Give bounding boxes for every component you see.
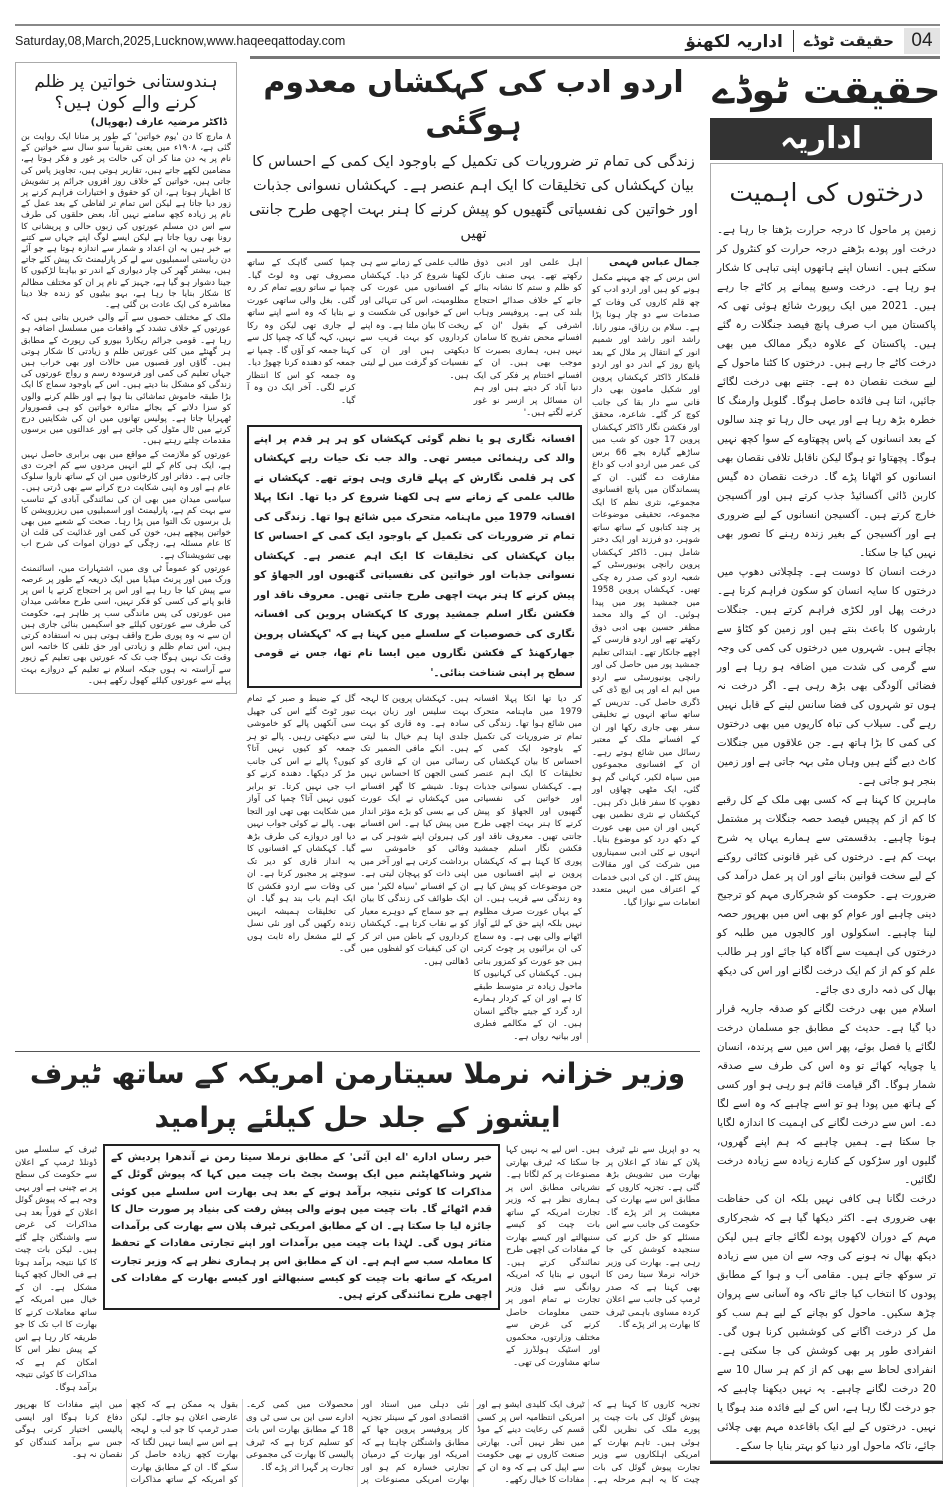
editorial-logo: حقیقت ٹوڈے	[712, 68, 941, 112]
editorial-paragraph: اسلام میں بھی درخت لگانے کو صدقہ جاریہ قرار دیا گیا ہے۔ حدیث کے مطابق جو مسلمان درخت لگائے یا فصل بوئے، پھر اس میں سے پرندہ، انسان یا چوپایہ کھائے تو وہ اس کی طرف سے صدقہ شمار ہوگا۔ اگر قیامت قائم ہو رہی ہو اور کسی کے ہاتھ میں پودا ہو تو اسے چاہیے کہ وہ اسے لگا دے۔ اس سے درخت لگانے کی اہمیت کا اندازہ لگایا جا سکتا ہے۔ ہمیں چاہیے کہ ہم اپنے گھروں، گلیوں اور سڑکوں کے کنارے زیادہ سے زیادہ درخت لگائیں۔	[717, 1003, 936, 1186]
left-article	[15, 62, 237, 694]
main-first-column	[587, 257, 700, 1043]
editorial-paragraph: زمین پر ماحول کا درجہ حرارت بڑھتا جا رہا ہے۔ درخت اور پودے بڑھتے درجہ حرارت کو کنٹرول کر سکتے ہیں۔ انسان اپنے ہاتھوں اپنی تباہی کا شکار ہو رہا ہے۔ درخت وسیع پیمانے پر کاٹے جا رہے ہیں۔ 2021 میں ایک رپورٹ شائع ہوئی تھی کہ پاکستان میں اب صرف پانچ فیصد جنگلات رہ گئے ہیں۔ پاکستان کے علاوہ دیگر ممالک میں بھی درخت کاٹے جا رہے ہیں۔ درختوں کا کٹنا ماحول کے لیے سخت نقصان دہ ہے۔ جتنے بھی درخت لگائے جائیں، اتنا ہی فائدہ حاصل ہوگا۔ گلوبل وارمنگ کا خطرہ بڑھ رہا ہے اور یہی حال رہا تو چند سالوں کے بعد انسانوں کے پاس پچھتاوے کے سوا کچھ نہیں ہوگا۔ پچھتاوا تو ہوگا لیکن ناقابل تلافی نقصان بھی انسانوں کو اٹھانا پڑے گا۔ درخت نقصان دہ گیس کاربن ڈائی آکسائیڈ جذب کرتے ہیں اور آکسیجن خارج کرتے ہیں۔ آکسیجن انسانوں کے لیے ضروری ہے اور آکسیجن کے بغیر زندہ رہنے کا تصور بھی نہیں کیا جا سکتا۔	[717, 224, 936, 559]
left-article-paragraph: ۸ مارچ کا دن 'یوم خواتین' کے طور پر منانا ایک روایت بن گئی ہے، ۱۹۰۸ء میں یعنی تقریباً سو سال سے خواتین کے نام پر یہ دن منا کر ان کی حالت پر غور و فکر ہوتا ہے، مضامین لکھے جاتے ہیں، تقاریر ہوتی ہیں، تجاویز پاس کی جاتی ہیں، خواتین کے خلاف روز افزوں جرائم پر تشویش کا اظہار ہوتا ہے، ان کو حقوق و اختیارات فراہم کرنے پر زور دیا جاتا ہے لیکن اس تمام تر لفاظی کے بعد عمل کے نام پر زیادہ کچھ سامنے نہیں آتا، بعض حلقوں کی طرف سے اس دن مسلم عورتوں کی زبوں حالی و پریشانی کا رونا بھی رویا جاتا ہے لیکن ایسے لوگ اپنے جہاں سے کتنے بے خبر ہیں یہ ان اعداد و شمار سے اندازہ ہوتا ہے جو آئے دن ریاستی اسمبلیوں سے لے کر پارلیمنٹ تک پیش کئے جاتے ہیں، بیشتر گھر کی چار دیواری کے اندر تو بیاہتا لڑکیوں کا جینا دشوار ہو گیا ہے، جہیز کے نام پر ان کو مختلف مظالم کا شکار بنایا جا رہا ہے، بہو بیٹیوں کو زندہ جلا دینا معاشرہ کی ایک عادت بن گئی ہے۔	[21, 132, 231, 311]
page-number: 04	[904, 28, 940, 54]
editorial	[710, 62, 943, 1487]
editorial-paragraph: درخت انسان کا دوست ہے۔ چلچلاتی دھوپ میں درختوں کا سایہ انسان کو سکون فراہم کرتا ہے۔ درخت پھل اور لکڑی فراہم کرتے ہیں۔ جنگلات بارشوں کا باعث بنتے ہیں اور زمین کو کٹاؤ سے بچاتے ہیں۔ شہروں میں درختوں کی کمی کی وجہ سے گرمی کی شدت میں اضافہ ہو رہا ہے اور فضائی آلودگی بھی بڑھ رہی ہے۔ اگر درخت نہ ہوں تو شہروں کی فضا سانس لینے کے قابل نہیں رہے گی۔ سیلاب کی تباہ کاریوں میں بھی درختوں کی کمی کا بڑا ہاتھ ہے۔ جن علاقوں میں جنگلات کاٹ دیے گئے ہیں وہاں مٹی بہہ جاتی ہے اور زمین بنجر ہو جاتی ہے۔	[717, 566, 936, 787]
main-upper-column	[474, 257, 582, 420]
main-article	[247, 62, 700, 1043]
main-upper-columns	[247, 257, 582, 420]
bottom-column-text: یہ دو اپریل سے نئے ٹیرف پلان کے نفاذ کے اعلان پر بھارت میں تشویش بڑھ گئی ہے۔ تجزیہ کاروں کے مطابق اس سے بھارت کی معیشت پر اثر پڑے گا۔ حکومت کی جانب سے اس مسئلے کو حل کرنے کی سنجیدہ کوشش کی جا رہی ہے۔ بھارت کی وزیر خزانہ نرملا سیتا رمن کا بھی کہنا ہے کہ صدر ٹرمپ کی جانب سے اعلان کردہ مساوی باہمی ٹیرف کا بھارت پر اثر پڑے گا۔	[606, 1145, 700, 1330]
bottom-column-text: ٹیرف کے سلسلے میں ڈونلڈ ٹرمپ کے اعلان سے حکومت کی سطح پر بے چینی ہے اور یہی وجہ ہے کہ پیوش گوئل اعلان کے فوراً بعد ہی مذاکرات کی غرض سے واشنگٹن چلے گئے ہیں۔ لیکن بات چیت کا کیا نتیجہ برآمد ہوتا ہے فی الحال کچھ کہنا مشکل ہے۔ ان کے خیال میں امریکہ کے ساتھ معاملات کرنے کا بھارت کا اب تک کا جو طریقہ کار رہا ہے اس کے پیش نظر اس کا امکان کم ہے کہ مذاکرات کا کوئی نتیجہ برآمد ہوگا۔	[15, 1145, 97, 1393]
main-body	[247, 257, 700, 1043]
main-column-text: چمپا کسی گاہک کے ساتھ مصروف تھی وہ لوٹ گیا۔ چمپا نے ساتو روپے تمام کر رہ گئی۔ بغل والی ساتھی عورت نے بتایا کہ وہ اسے اپنے ساتھ لے جاری تھی لیکن وہ رکا نہیں، کہہ گیا کہ چمپا کل سے کہنا جمعہ کو آؤں گا۔ چمپا نے جمعہ کو دھندہ کرنا چھوڑ دیا۔ وہ جمعہ کو اس کا انتظار کرنے لگی۔ آخر ایک دن وہ آ گیا۔	[247, 258, 356, 406]
left-article-paragraph: عورتوں کو ملازمت کے مواقع میں بھی برابری حاصل نہیں ہے، ایک ہی کام کے لئے انہیں مردوں سے کم اجرت دی جاتی ہے۔ دفاتر اور کارخانوں میں ان کے ساتھ ناروا سلوک عام ہے اور وہ اپنی شکایت درج کرانے سے بھی ڈرتی ہیں۔ سیاسی میدان میں بھی ان کی نمائندگی آبادی کے تناسب سے بہت کم ہے، پارلیمنٹ اور اسمبلیوں میں ریزرویشن کا بل برسوں تک التوا میں پڑا رہا۔ صحت کے شعبے میں بھی خواتین پیچھے ہیں، خون کی کمی اور غذائیت کی قلت ان کا عام مسئلہ ہے، زچگی کے دوران اموات کی شرح اب بھی تشویشناک ہے۔	[21, 449, 231, 561]
editorial-box	[710, 163, 943, 1461]
page-grid	[15, 62, 940, 1487]
bottom-quote-box	[103, 1144, 500, 1310]
main-lower-columns	[247, 693, 582, 1043]
bottom-top-row	[15, 1144, 700, 1394]
main-column-text: گل کے ضبط و صبر کے تمام تیور ٹوٹ گئے اس کی جھیل سی آنکھیں پالے کو خاموشی سے دیکھتی رہیں۔ پالے تو ہر جمعہ کو کیوں نہیں آتا؟ کیوں؟ پالے نے اس کی جانب مڑ کر دیکھا۔ دھندہ کرنے کو اب جی نہیں کرتا۔ تو برابر کیوں نہیں آتا؟ چمپا کی آواز میں شکایت بھی تھی اور التجا بھی۔ پالے نے کوئی جواب نہیں دیا اور دروازے کی طرف بڑھ گیا۔ کہکشاں کے افسانوں کا یہ انداز قاری کو دیر تک سوچنے پر مجبور کرتا ہے۔ ان کی وفات سے اردو فکشن کا ایک اہم باب بند ہو گیا۔ ان کی تخلیقات ہمیشہ انہیں زندہ رکھیں گی اور نئی نسل کے لئے مشعل راہ ثابت ہوں گی۔	[247, 694, 356, 954]
main-headline: اردو ادب کی کہکشاں معدوم ہوگئی	[263, 65, 684, 142]
main-column-text: اہل علمی اور ادبی ذوق رکھتے تھے۔ یہی صنف نازک کو ظلم و ستم کا نشانہ بنائے جانے کے خلاف صدائے احتجاج بلند کی ہے۔ پروفیسر وہاب اشرفی کے بقول 'ان کے افسانے محض تفریح کا سامان نہیں ہیں، ہماری بصیرت کا موجب بھی ہیں۔ ان کے افسانے اختتام پر فکر کی ایک دنیا آباد کر دیتے ہیں اور ہم ان مسائل پر ازسر نو غور کرنے لگتے ہیں۔'	[473, 258, 582, 418]
main-upper-column	[247, 257, 355, 420]
main-column-text: اس برس کے چھ مہینے مکمل ہونے کو ہیں اور اردو ادب کو چھ قلم کاروں کی وفات کے صدمات سے دو چار ہونا پڑا ہے۔ سلام بن رزاق، منور رانا، راشد انور راشد اور شمیم انور کے انتقال پر ملال کے بعد پانچ روز کے اندر دو اور اردو قلمکار ڈاکٹر کہکشاں پروین اور شکیل مامون بھی دار فانی سے دار بقا کی جانب کوچ کر گئے۔ شاعرہ، محقق اور فکشن نگار ڈاکٹر کہکشاں پروین 17 جون کو شب میں ساڑھے گیارہ بجے 66 برس کی عمر میں اردو ادب کو داغ مفارقت دے گئیں۔ ان کے پسماندگان میں پانچ افسانوی مجموعے، نثری نظم کا ایک مجموعہ، تحقیقی موضوعات پر چند کتابوں کے ساتھ ساتھ شوہر، دو فرزند اور ایک دختر شامل ہیں۔ ڈاکٹر کہکشاں پروین رانچی یونیورسٹی کے شعبہ اردو کی صدر رہ چکی تھیں۔ کہکشاں پروین 1958 میں جمشید پور میں پیدا ہوئیں۔ ان کے والد محمد مظفر حسین بھی ادبی ذوق رکھتے تھے اور اردو فارسی کے اچھے جانکار تھے۔ ابتدائی تعلیم جمشید پور میں حاصل کی اور رانچی یونیورسٹی سے اردو میں ایم اے اور پی ایچ ڈی کی ڈگری حاصل کی۔ تدریس کے ساتھ ساتھ انہوں نے تخلیقی سفر بھی جاری رکھا اور ان کے افسانے ملک کے معتبر رسائل میں شائع ہوتے رہے۔ ان کے افسانوی مجموعوں میں سیاہ لکیر، کہانی گم ہو گئی، ایک مٹھی چھاؤں اور دھوپ کا سفر قابل ذکر ہیں۔ کہکشاں نے نثری نظمیں بھی کہیں اور ان میں بھی عورت کے دکھ درد کو موضوع بنایا۔ انہوں نے کئی ادبی سمیناروں میں شرکت کی اور مقالات پیش کئے۔ ان کی ادبی خدمات کے اعتراف میں انہیں متعدد انعامات سے نوازا گیا۔	[592, 272, 700, 908]
bottom-column-text: نئی دہلی میں استاد اور اقتصادی امور کے سینئر تجزیہ کار پروفیسر پروین جھا کے مطابق واشنگٹن چاہتا ہے کہ امریکہ اور بھارت کے درمیان تجارتی خسارہ کم ہو اور بھارت امریکی مصنوعات پر محصولات میں کمی کرے۔ ادارے سی این بی سی ٹی وی 18 کے مطابق بھارت اس بات کو تسلیم کرتا ہے کہ ٹیرف پالیسی کا بھارت کی مجموعی تجارت پر گہرا اثر پڑے گا۔	[246, 1400, 469, 1485]
main-column-text: کر دیا تھا انکا پہلا افسانہ 1979 میں ماہنامہ متحرک میں شائع ہوا تھا۔ زندگی کی تمام تر ضروریات کی تکمیل کے باوجود ایک کمی کے احساس کا بیان کہکشاں کی تخلیقات کا ایک اہم عنصر ہے۔ کہکشاں نسوانی جذبات اور خواتین کی نفسیاتی گتھیوں اور الجھاؤ کو پیش کرنے کا ہنر بہت اچھی طرح جانتی تھیں۔ معروف ناقد اور فکشن نگار اسلم جمشید پوری کا کہنا ہے کہ کہکشاں پروین نے اپنے افسانوں میں جن موضوعات کو پیش کیا ہے وہ زندگی سے قریب ہیں۔ ان کے یہاں عورت صرف مظلوم نہیں بلکہ اپنے حق کے لئے آواز اٹھانے والی بھی ہے۔ وہ سماج کی ان برائیوں پر چوٹ کرتی ہیں جو عورت کو کمزور بناتی ہیں۔ کہکشاں کی کہانیوں کا ماحول زیادہ تر متوسط طبقے کا ہے اور ان کے کردار ہمارے ارد گرد کے جیتے جاگتے انسان ہیں۔ ان کے مکالمے فطری اور بیانیہ رواں ہے۔	[473, 694, 582, 1042]
left-article-paragraph: ملک کے مختلف حصوں سے آنے والی خبریں بتاتی ہیں کہ عورتوں کے خلاف تشدد کے واقعات میں مسلسل اضافہ ہو رہا ہے۔ قومی جرائم ریکارڈ بیورو کی رپورٹ کے مطابق ہر گھنٹے میں کئی عورتیں ظلم و زیادتی کا شکار ہوتی ہیں۔ گاؤں اور قصبوں میں حالات اور بھی خراب ہیں جہاں تعلیم کی کمی اور فرسودہ رسم و رواج عورتوں کی زندگی کو مشکل بنا دیتے ہیں۔ اس کے باوجود سماج کا ایک بڑا طبقہ خاموش تماشائی بنا ہوا ہے اور ظلم کرنے والوں کو سزا دلانے کے بجائے متاثرہ خواتین کو ہی قصوروار ٹھہرایا جاتا ہے۔ پولیس تھانوں میں ان کی شکایتیں درج کرنے میں ٹال مٹول کی جاتی ہے اور عدالتوں میں برسوں مقدمات چلتے رہتے ہیں۔	[21, 313, 231, 447]
editorial-rule	[710, 1461, 943, 1464]
masthead-logo: حقیقت ٹوڈے	[803, 32, 894, 50]
main-rule	[247, 251, 700, 253]
main-column-text: ہیں۔ کہکشاں پروین کا لہجہ بہت سلیس اور زبان بہت سادہ ہے۔ وہ قاری کو بہت جلدی اپنا ہم خیال بنا لیتی ہیں۔ انکے مافی الضمیر تک رسائی میں ان کے قاری کو کسی الجھن کا احساس نہیں ہوتا۔ شیشے کا گھر افسانے میں کہکشاں نے ایک عورت کی بے بسی کو بڑے مؤثر انداز میں پیش کیا ہے۔ اس افسانے کی ہیروئن اپنے شوہر کی بے وفائی کو خاموشی سے برداشت کرتی ہے اور آخر میں اپنی ذات کو پہچان لیتی ہے۔ ان کے افسانے 'سیاہ لکیر' میں ایک طوائف کی زندگی کا بیان ہے جو سماج کے دوہرے معیار کو بے نقاب کرتا ہے۔ کہکشاں کرداروں کے باطن میں اتر کر ان کی کیفیات کو لفظوں میں ڈھالتی ہیں۔	[360, 694, 469, 967]
main-pull-quote-box	[247, 425, 582, 689]
main-byline: جمال عباس فہمی	[608, 257, 700, 268]
bottom-column-text: بقول یہ ممکن ہے کہ کچھ عارضی اعلان ہو جائے۔ لیکن صدر ٹرمپ کا جو لب و لہجہ ہے اس سے ایسا نہیں لگتا کہ بھارت کچھ زیادہ حاصل کر سکے گا۔ ان کے مطابق بھارت کو امریکہ کے ساتھ مذاکرات میں اپنے مفادات کا بھرپور دفاع کرنا ہوگا اور ایسی پالیسی اختیار کرنی ہوگی جس سے برآمد کنندگان کو نقصان نہ ہو۔	[15, 1400, 238, 1485]
bottom-right-column	[606, 1144, 700, 1394]
left-article-title: ہندوستانی خواتین پر ظلم کرنے والے کون ہیں؟	[34, 72, 218, 113]
main-lower-column	[474, 693, 582, 1043]
main-rest	[247, 257, 582, 1043]
editorial-paragraph: ماہرین کا کہنا ہے کہ کسی بھی ملک کے کل رقبے کا کم از کم پچیس فیصد حصہ جنگلات پر مشتمل ہونا چاہیے۔ بدقسمتی سے ہمارے یہاں یہ شرح بہت کم ہے۔ درختوں کی غیر قانونی کٹائی روکنے کے لیے سخت قوانین بنانے اور ان پر عمل درآمد کی ضرورت ہے۔ حکومت کو شجرکاری مہم کو ترجیح دینی چاہیے اور عوام کو بھی اس میں بھرپور حصہ لینا چاہیے۔ اسکولوں اور کالجوں میں طلبہ کو درختوں کی اہمیت سے آگاہ کیا جائے اور ہر طالب علم کو کم از کم ایک درخت لگانے اور اس کی دیکھ بھال کی ذمہ داری دی جائے۔	[717, 794, 936, 996]
main-upper-column	[360, 257, 468, 420]
bottom-left-column	[15, 1144, 97, 1394]
main-lower-column	[360, 693, 468, 1043]
left-article-author: ڈاکٹر مرضیہ عارف (بھوپال)	[90, 117, 227, 128]
main-column-text: طالب علمی کے زمانے سے ہی لکھنا شروع کر دیا۔ کہکشاں کے افسانوں میں عورت کی مظلومیت، اس کی تنہائی اور اس کے خوابوں کی شکست و ریخت کا بیان ملتا ہے۔ وہ اپنے کرداروں کو بہت قریب سے دیکھتی ہیں اور ان کی نفسیات کو گرفت میں لے لیتی ہیں۔	[360, 258, 469, 381]
bottom-column-text: ہیں۔ اس لیے یہ نہیں کہا جا سکتا کہ ٹیرف بھارتی مصنوعات پر کم لگاتا ہے۔ نشریاتی مطابق اس پر ہماری نظر ہے کہ وزیر تجارت امریکہ کے ساتھ بات چیت کو کیسے سنبھالتے اور کیسے بھارت کے مفادات کی اچھی طرح نمائندگی کرتے ہیں۔ انہوں نے بتایا کہ امریکہ روانگی سے قبل وزیر تجارت نے تمام امور پر حتمی معلومات حاصل کرنے کی غرض سے مختلف وزارتوں، محکموں اور اسٹیک ہولڈرز کے ساتھ مشاورت کی تھی۔	[506, 1145, 600, 1368]
section-name: اداریہ لکھنؤ	[685, 31, 783, 52]
page-header	[15, 26, 940, 56]
bottom-columns	[15, 1399, 700, 1487]
bottom-article	[15, 1051, 700, 1487]
main-pull-quote: افسانہ نگاری ہو یا نظم گوئی کہکشاں کو ہر ہر قدم پر اپنے والد کی رہنمائی میسر تھی۔ والد جب تک حیات رہے کہکشاں کی ہر قلمی نگارش کے پہلے قاری وہی ہوتے تھے۔ کہکشاں نے طالب علمی کے زمانے سے ہی لکھنا شروع کر دیا تھا۔ انکا پہلا افسانہ 1979 میں ماہنامہ متحرک میں شائع ہوا تھا۔ زندگی کی تمام تر ضروریات کی تکمیل کے باوجود ایک کمی کے احساس کا بیان کہکشاں کی تخلیقات کا ایک اہم عنصر ہے۔ کہکشاں نسوانی جذبات اور خواتین کی نفسیاتی گتھیوں اور الجھاؤ کو پیش کرنے کا ہنر بہت اچھی طرح جانتی تھیں۔ معروف ناقد اور فکشن نگار اسلم جمشید پوری کا کہکشاں پروین کی افسانہ نگاری کی خصوصیات کے سلسلے میں کہنا ہے کہ 'کہکشاں پروین جھارکھنڈ کے فکشن نگاروں میں ایسا نام تھا، جس نے قومی سطح پر اپنی شناخت بنائی۔'	[254, 433, 575, 679]
bottom-column-text: تجزیہ کاروں کا کہنا ہے کہ پیوش گوئل کی بات چیت پر پورے ملک کی نظریں لگی ہوئی ہیں۔ تاہم بھارت کے امریکی اہلکاروں سے وزیر تجارت پیوش گوئل کی بات چیت کا یہ اہم مرحلہ ہے۔ ٹیرف ایک کلیدی ایشو ہے اور امریکی انتظامیہ اس پر کسی قسم کی رعایت دینے کے موڈ میں نظر نہیں آتی۔ بھارتی صنعت کاروں نے بھی حکومت سے اپیل کی ہے کہ وہ ان کے مفادات کا خیال رکھے۔	[477, 1400, 700, 1485]
main-lower-column	[247, 693, 355, 1043]
bottom-headline: وزیر خزانہ نرملا سیتارمن امریکہ کے ساتھ ٹیرف ایشوز کے جلد حل کیلئے پرامید	[29, 1057, 686, 1134]
bottom-right-column	[506, 1144, 600, 1394]
editorial-paragraph: درخت لگانا ہی کافی نہیں بلکہ ان کی حفاظت بھی ضروری ہے۔ اکثر دیکھا گیا ہے کہ شجرکاری مہم کے دوران لاکھوں پودے لگائے جاتے ہیں لیکن دیکھ بھال نہ ہونے کی وجہ سے ان میں سے زیادہ تر سوکھ جاتے ہیں۔ مقامی آب و ہوا کے مطابق پودوں کا انتخاب کیا جائے تاکہ وہ آسانی سے پروان چڑھ سکیں۔ ماحول کو بچانے کے لیے ہم سب کو مل کر درخت اگانے کی کوششیں کرنا ہوں گی۔ انفرادی طور پر بھی کوشش کی جا سکتی ہے۔ انفرادی لحاظ سے بھی کم از کم ہر سال 10 سے 20 درخت لگانے چاہیے۔ یہ نہیں دیکھنا چاہیے کہ جو درخت لگا رہا ہے، اس کے لیے فائدہ مند ہوگا یا نہیں۔ درختوں کے لیے ایک باقاعدہ مہم بھی چلائی جائے، تاکہ ماحول اور دنیا کو بہتر بنایا جا سکے۔	[717, 1193, 936, 1452]
header-rule	[250, 56, 940, 59]
bottom-quote: خبر رساں ادارے 'اے این آئی' کے مطابق نرملا سیتا رمن نے آندھرا پردیش کے شہر وشاکھاپٹنم میں ایک پوسٹ بجٹ بات چیت میں کہا کہ پیوش گوئل کے مذاکرات کا کوئی نتیجہ برآمد ہونے کے بعد ہی بھارت اس سلسلے میں کوئی قدم اٹھائے گا۔ بات چیت میں ہونے والی پیش رفت کی بنیاد پر صورت حال کا جائزہ لیا جا سکتا ہے۔ ان کے مطابق امریکی ٹیرف پلان سے بھارت کی برآمدات متاثر ہوں گی۔ لہٰذا بات چیت میں برآمدات اور اپنے تجارتی مفادات کے تحفظ کا معاملہ سب سے اہم ہے۔ ان کے مطابق اس پر ہماری نظر ہے کہ وزیر تجارت امریکہ کے ساتھ بات چیت کو کیسے سنبھالتے اور کیسے بھارت کے مفادات کی اچھی طرح نمائندگی کرتے ہیں۔	[111, 1152, 492, 1302]
left-article-paragraph: عورتوں کو عموماً ٹی وی میں، اشتہارات میں، اسائنمنٹ ورک میں اور پرنٹ میڈیا میں ایک ذریعہ کے طور پر عرصہ سے پیش کیا جا رہا ہے اور اس پر احتجاج کرنے یا اس پر قابو پانے کی کسی کو فکر نہیں، اسی طرح معاشی میدان میں عورتوں کی پس ماندگی سب پر ظاہر ہے، حکومت کی طرف سے عورتوں کیلئے جو اسکیمیں بنائی جاری ہیں ان سے نہ وہ پوری طرح واقف ہوتی ہیں نہ استفادہ کرتی ہیں، اس تمام ظلم و زیادتی اور حق تلفی کا خاتمہ اس وقت تک نہیں ہوگا جب تک کہ عورتیں بھی تعلیم کے زیور سے آراستہ نہ ہوں جبکہ اسلام نے تعلیم کے دروازے بہت پہلے سے عورتوں کیلئے کھول رکھے ہیں۔	[21, 563, 231, 686]
dateline: Saturday,08,March,2025,Lucknow,www.haqeeqattoday.com	[15, 34, 346, 48]
main-subheadline: زندگی کی تمام تر ضروریات کی تکمیل کے باوجود ایک کمی کے احساس کا بیان کہکشاں کی تخلیقات کا ایک اہم عنصر ہے۔ کہکشاں نسوانی جذبات اور خواتین کی نفسیاتی گتھیوں کو پیش کرنے کا ہنر بہت اچھی طرح جانتی تھیں	[249, 154, 698, 242]
editorial-band: اداریہ	[710, 118, 932, 160]
editorial-title: درختوں کی اہمیت	[729, 178, 924, 207]
